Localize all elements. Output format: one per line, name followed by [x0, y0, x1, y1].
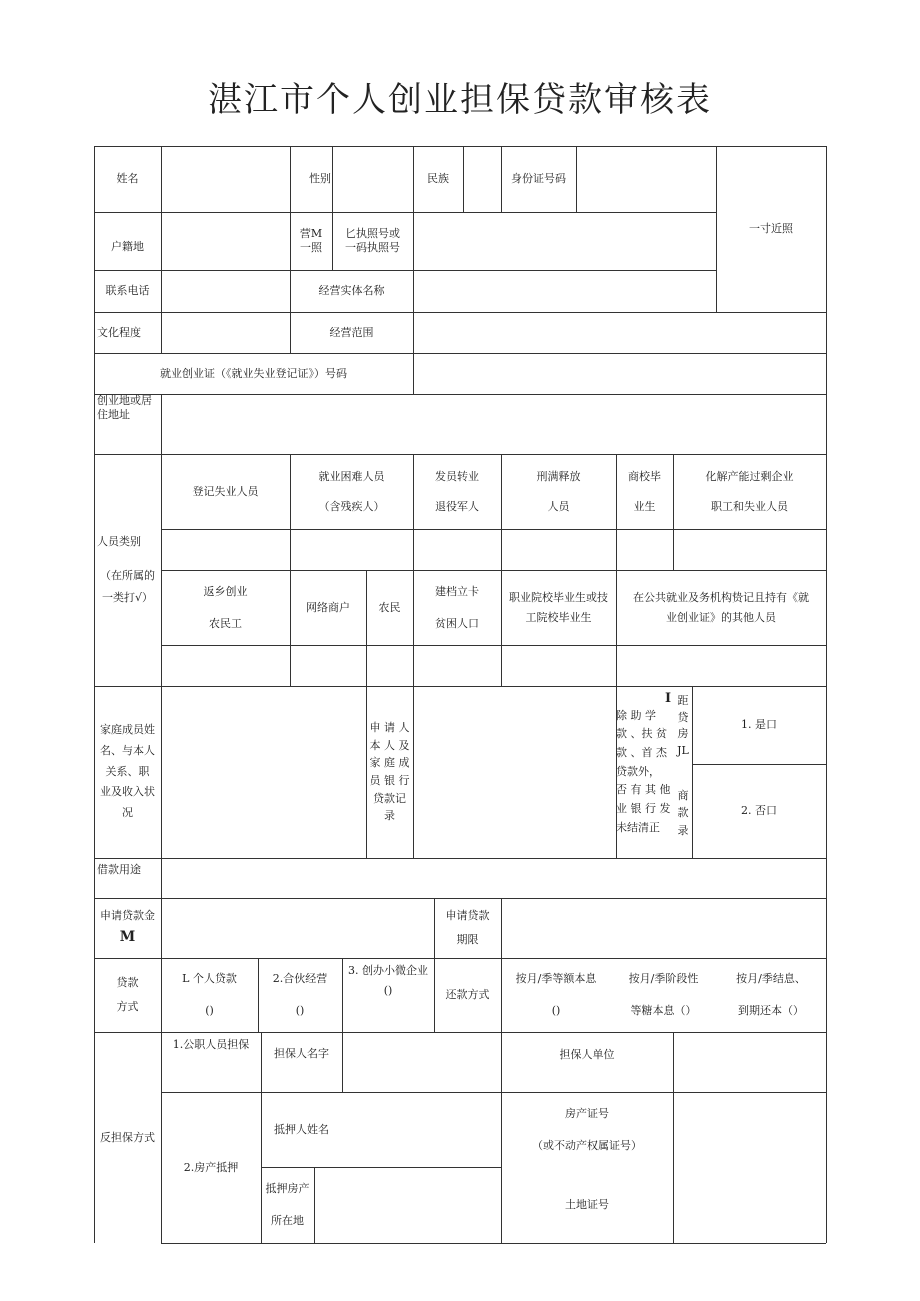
loan-record-line-1: 本 人 及: [369, 738, 410, 752]
name-field[interactable]: [161, 146, 290, 212]
period-field[interactable]: [501, 898, 826, 958]
ethnicity-field[interactable]: [463, 146, 501, 212]
option-partnership-mark: (): [295, 1004, 305, 1017]
category-online-merchant: 网络商户: [306, 600, 350, 614]
license-label-a: 营M: [299, 227, 323, 241]
label-loan-record: [366, 686, 413, 858]
label-category-a: 人员类别: [97, 535, 141, 549]
check-d3[interactable]: [366, 645, 413, 686]
category-poverty: [413, 570, 501, 645]
side-a-3: JL: [677, 743, 689, 757]
label-guarantor-name: 担保人名字: [274, 1047, 329, 1061]
category-c3b: 退役军人: [435, 499, 479, 513]
license-label-c: 匕执照号或: [345, 227, 400, 241]
license-label-d: 一码执照号: [345, 241, 400, 254]
category-returning-migrant: [161, 570, 290, 645]
category-other-registered: [616, 570, 826, 645]
label-amount: [94, 898, 161, 958]
label-family: [94, 686, 161, 858]
label-category-b: （在所属的: [100, 569, 155, 583]
label-property-deed-a: 房产证号: [565, 1106, 609, 1120]
label-family-d: 业及收入状: [100, 785, 155, 799]
option-repay-stage-label: 按月/季阶段性: [628, 972, 699, 986]
label-ethnicity: 民族: [427, 172, 449, 186]
option-small-enterprise-mark: (): [383, 983, 393, 997]
guarantor-name-field[interactable]: [342, 1032, 501, 1092]
side-a-2: 房: [677, 727, 689, 740]
category-d4a: 建档立卡: [435, 584, 479, 598]
label-address-a: 创业地或居: [97, 394, 152, 407]
category-c4a: 刑满释放: [536, 469, 581, 483]
loan-record-line-5: 录: [384, 809, 395, 823]
label-name: 姓名: [116, 172, 139, 186]
phone-field[interactable]: [161, 270, 290, 312]
label-property-location-a: 抵押房产: [265, 1182, 310, 1196]
category-c3a: 发员转业: [435, 469, 479, 483]
option-personal-loan[interactable]: [161, 958, 258, 1032]
photo-box[interactable]: 一寸近照: [749, 222, 793, 236]
option-small-enterprise-label: 3. 创办小微企业: [348, 964, 428, 977]
category-c4b: 人员: [547, 499, 570, 513]
category-d6a: 在公共就业及务机构贽记且持有《就: [633, 590, 809, 604]
loan-record-field[interactable]: [413, 686, 616, 858]
check-c3[interactable]: [413, 529, 501, 570]
label-category: [94, 454, 161, 686]
label-repay-method: 还款方式: [445, 988, 490, 1002]
scope-field[interactable]: [413, 312, 826, 353]
category-d5a: 职业院校毕业生或技: [509, 590, 608, 604]
category-d6b: 业创业证》的其他人员: [666, 610, 776, 624]
option-repay-interest-label: 按月/季结息、: [736, 972, 806, 986]
option-no[interactable]: 2. 否口: [741, 804, 777, 818]
category-employment-difficulty: [290, 454, 413, 529]
label-huji: 户籍地: [111, 240, 144, 254]
check-d1[interactable]: [161, 645, 290, 686]
label-property-location-b: 所在地: [271, 1214, 304, 1227]
address-field[interactable]: [161, 394, 826, 454]
category-c6a: 化解产能过剩企业: [705, 469, 794, 483]
category-d1b: 农民工: [209, 616, 242, 630]
label-family-a: 家庭成员姓: [100, 722, 155, 736]
purpose-field[interactable]: [161, 858, 826, 898]
option-repay-interest[interactable]: [716, 958, 826, 1032]
category-d5b: 工院校毕业生: [525, 610, 592, 624]
check-c1[interactable]: [161, 529, 290, 570]
label-period: [434, 898, 501, 958]
education-field[interactable]: [161, 312, 290, 353]
loan-record-line-0: 申 请 人: [369, 721, 410, 735]
huji-field[interactable]: [161, 212, 290, 270]
other-loans-side-b: [674, 780, 692, 846]
option-personal-loan-label: L 个人贷款: [182, 972, 237, 986]
license-label-right: [332, 212, 413, 270]
label-property-location: [261, 1167, 314, 1243]
other-loans-line-2: 款 、首 杰: [616, 745, 667, 759]
side-b-1: 款: [677, 806, 689, 820]
side-a-0: 距: [677, 694, 689, 707]
check-d4[interactable]: [413, 645, 501, 686]
property-deed-field[interactable]: [673, 1092, 826, 1243]
other-loans-side-a: [674, 688, 692, 764]
check-c4[interactable]: [501, 529, 616, 570]
label-scope: 经营范围: [329, 325, 374, 339]
gender-field[interactable]: [350, 146, 413, 212]
check-c5[interactable]: [616, 529, 673, 570]
guarantor-unit-field[interactable]: [673, 1032, 826, 1092]
label-property-deed: [501, 1092, 673, 1167]
option-partnership-label: 2.合伙经营: [272, 972, 328, 986]
label-entity-name: 经营实体名称: [318, 284, 385, 298]
category-c5b: 业生: [633, 499, 656, 513]
label-address: [94, 394, 161, 454]
category-veteran: [413, 454, 501, 529]
label-loan-method-b: 方式: [116, 1000, 139, 1013]
label-family-c: 关系、职: [105, 764, 150, 778]
label-loan-method-a: 贷款: [116, 976, 139, 990]
check-d2[interactable]: [290, 645, 366, 686]
category-c2a: 就业困难人员: [318, 469, 385, 483]
check-d5[interactable]: [501, 645, 616, 686]
side-b-2: 录: [677, 823, 689, 837]
option-repay-equal-mark: (): [551, 1004, 561, 1017]
option-partnership[interactable]: [258, 958, 342, 1032]
loan-record-line-4: 贷款记: [373, 791, 406, 805]
option-yes[interactable]: 1. 是口: [741, 718, 777, 732]
side-b-0: 商: [677, 788, 689, 802]
property-location-field[interactable]: [314, 1167, 501, 1243]
label-category-c: 一类打√）: [101, 590, 153, 604]
check-c2[interactable]: [290, 529, 413, 570]
family-field[interactable]: [161, 686, 366, 858]
other-loans-line-0: 除 助 学: [616, 708, 656, 722]
label-purpose: 借款用途: [97, 863, 141, 877]
label-family-b: 名、与本人: [100, 743, 155, 757]
label-phone: 联系电话: [105, 284, 150, 298]
label-id-number: 身份证号码: [511, 172, 566, 186]
other-loans-line-5: 业 银 行 发: [616, 802, 671, 816]
option-repay-interest-mark: 到期还本（）: [738, 1004, 804, 1017]
loan-record-line-2: 家 庭 成: [369, 756, 410, 770]
other-loans-line-4: 否 有 其 他: [616, 783, 671, 797]
form-title: 湛江市个人创业担保贷款审核表: [208, 80, 712, 120]
check-d6[interactable]: [616, 645, 826, 686]
category-c6b: 职工和失业人员: [711, 499, 788, 513]
label-property-deed-b: （或不动产权属证号）: [532, 1138, 642, 1152]
category-d1a: 返乡创业: [203, 584, 248, 598]
category-registered-unemployed: 登记失业人员: [192, 484, 259, 498]
option-civil-servant-guarantee[interactable]: 1.公职人员担保: [172, 1038, 250, 1051]
option-property-mortgage[interactable]: 2.房产抵押: [183, 1160, 239, 1174]
label-address-b: 住地址: [97, 407, 130, 421]
category-released: [501, 454, 616, 529]
id-number-field[interactable]: [576, 146, 716, 212]
option-repay-stage[interactable]: [611, 958, 716, 1032]
option-repay-equal-label: 按月/季等额本息: [515, 972, 597, 986]
label-land-cert: 土地证号: [565, 1198, 609, 1212]
category-overcapacity: [673, 454, 826, 529]
label-loan-method: [94, 958, 161, 1032]
check-c6[interactable]: [673, 529, 826, 570]
label-guarantor-unit: 担保人单位: [559, 1048, 615, 1062]
option-repay-equal[interactable]: [501, 958, 611, 1032]
category-vocational-graduate: [501, 570, 616, 645]
license-label-b: 一照: [300, 241, 322, 254]
category-d4b: 贫困人口: [435, 616, 479, 630]
label-other-loans: [616, 690, 674, 854]
option-personal-loan-mark: (): [205, 1004, 214, 1017]
amount-field[interactable]: [161, 898, 434, 958]
option-small-enterprise[interactable]: [342, 958, 434, 1032]
category-graduate: [616, 454, 673, 529]
label-amount-b: M: [119, 929, 136, 946]
loan-record-line-3: 员 银 行: [369, 774, 410, 787]
other-loans-mark: I: [664, 690, 672, 706]
label-amount-a: 申请贷款金: [100, 909, 155, 923]
other-loans-line-6: 未结清正: [616, 820, 660, 834]
label-gender: 性别: [309, 172, 331, 186]
license-label-left: [290, 212, 332, 270]
label-period-b: 期限: [456, 933, 479, 946]
label-education: 文化程度: [97, 325, 141, 339]
other-loans-line-3: 贷款外，: [616, 764, 660, 778]
other-loans-line-1: 款 、扶 贫: [616, 727, 667, 741]
employ-cert-field[interactable]: [413, 353, 826, 394]
side-a-1: 贷: [677, 710, 689, 724]
option-repay-stage-mark: 等糖本息（）: [630, 1004, 697, 1017]
label-mortgagor-name: 抵押人姓名: [274, 1122, 329, 1136]
license-number-field[interactable]: [413, 212, 716, 270]
label-employ-cert: 就业创业证（《就业失业登记证》）号码: [160, 366, 347, 380]
label-family-e: 况: [122, 806, 133, 820]
entity-name-field[interactable]: [413, 270, 716, 312]
mortgagor-name-field[interactable]: [342, 1092, 501, 1167]
label-period-a: 申请贷款: [445, 909, 490, 923]
category-c2b: （含残疾人）: [318, 499, 385, 513]
label-guarantee: 反担保方式: [100, 1130, 155, 1144]
category-farmer: 农民: [378, 600, 401, 614]
category-c5a: 商校毕: [628, 469, 661, 483]
